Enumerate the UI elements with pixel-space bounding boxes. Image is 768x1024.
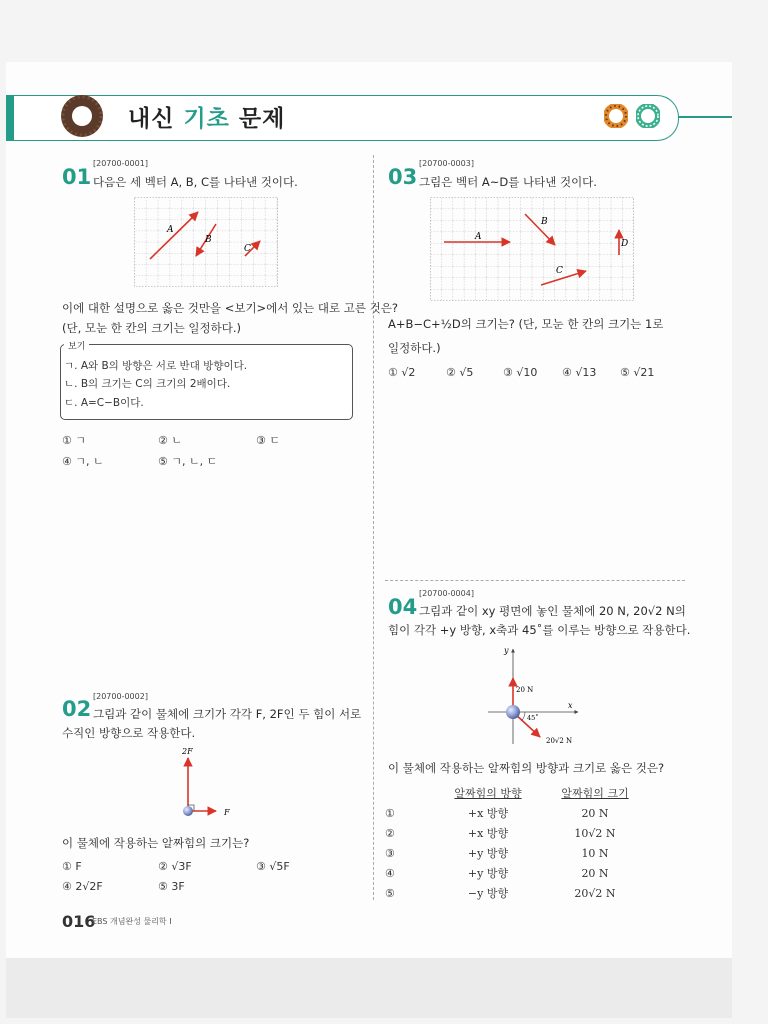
q2-code: [20700-0002] bbox=[93, 692, 148, 701]
q2-object bbox=[183, 806, 193, 816]
q4-label-angle: 45˚ bbox=[527, 714, 539, 722]
q2-choice-5[interactable]: ⑤ 3F bbox=[158, 880, 185, 893]
q4-option-number[interactable]: ② bbox=[385, 826, 395, 840]
q4-option-row[interactable] bbox=[385, 823, 643, 843]
q3-label-b: B bbox=[541, 217, 548, 227]
q1-bogi-item: ㄴ. B의 크기는 C의 크기의 2배이다. bbox=[64, 378, 231, 390]
q1-bogi-tag: 보기 bbox=[64, 339, 89, 352]
q1-question-line1: 이에 대한 설명으로 옳은 것만을 <보기>에서 있는 대로 고른 것은? bbox=[62, 301, 398, 315]
q4-option-number[interactable]: ③ bbox=[385, 846, 395, 860]
q4-option-magnitude: 20 N bbox=[581, 866, 609, 880]
q4-axis-x: x bbox=[568, 701, 573, 710]
q4-option-direction: +y 방향 bbox=[467, 867, 509, 880]
q2-number: 02 bbox=[62, 697, 92, 721]
q1-choice-5[interactable]: ⑤ ㄱ, ㄴ, ㄷ bbox=[158, 455, 218, 468]
q1-code: [20700-0001] bbox=[93, 159, 148, 168]
q4-code: [20700-0004] bbox=[419, 589, 474, 598]
q4-label-20r2n: 20√2 N bbox=[546, 737, 573, 745]
q3-question-line1: A+B−C+½D의 크기는? (단, 모눈 한 칸의 크기는 1로 bbox=[388, 317, 664, 331]
q1-question-line2: (단, 모눈 한 칸의 크기는 일정하다.) bbox=[62, 321, 241, 335]
header-bar bbox=[14, 95, 679, 141]
q3-number: 03 bbox=[388, 165, 418, 189]
donut-orange-icon bbox=[604, 104, 628, 128]
q4-object bbox=[506, 705, 520, 719]
q1-label-b: B bbox=[205, 235, 212, 245]
q4-text-line1: 그림과 같이 xy 평면에 놓인 물체에 20 N, 20√2 N의 bbox=[419, 604, 686, 618]
q4-label-20n: 20 N bbox=[516, 686, 534, 694]
book-title: EBS 개념완성 물리학 Ⅰ bbox=[92, 917, 172, 926]
q1-choice-2[interactable]: ② ㄴ bbox=[158, 434, 182, 447]
q2-choice-1[interactable]: ① F bbox=[62, 860, 82, 873]
q4-option-row[interactable] bbox=[385, 843, 643, 863]
q2-choice-4[interactable]: ④ 2√2F bbox=[62, 880, 103, 893]
q3-label-d: D bbox=[621, 239, 629, 249]
q2-choice-2[interactable]: ② √3F bbox=[158, 860, 192, 873]
q4-option-number[interactable]: ④ bbox=[385, 866, 395, 880]
q2-force-figure bbox=[168, 744, 248, 824]
q4-option-direction: +x 방향 bbox=[467, 827, 509, 840]
q4-option-row[interactable] bbox=[385, 883, 643, 903]
q4-head-direction: 알짜힘의 방향 bbox=[454, 787, 522, 800]
q4-head-magnitude: 알짜힘의 크기 bbox=[561, 787, 629, 800]
q3-code: [20700-0003] bbox=[419, 159, 474, 168]
q4-option-number[interactable]: ⑤ bbox=[385, 886, 395, 900]
q4-text-line2: 힘이 각각 +y 방향, x축과 45˚를 이루는 방향으로 작용한다. bbox=[388, 623, 691, 637]
q4-option-number[interactable]: ① bbox=[385, 806, 395, 820]
q4-option-magnitude: 20 N bbox=[581, 806, 609, 820]
q1-bogi-item: ㄱ. A와 B의 방향은 서로 반대 방향이다. bbox=[64, 360, 248, 372]
q4-number: 04 bbox=[388, 595, 418, 619]
q4-force-figure bbox=[486, 644, 590, 750]
q1-choice-4[interactable]: ④ ㄱ, ㄴ bbox=[62, 455, 104, 468]
q1-choice-3[interactable]: ③ ㄷ bbox=[256, 434, 280, 447]
q4-option-row[interactable] bbox=[385, 863, 643, 883]
q1-text: 다음은 세 벡터 A, B, C를 나타낸 것이다. bbox=[93, 175, 298, 189]
page-number: 016 bbox=[62, 912, 96, 931]
bottom-margin-strip bbox=[6, 958, 732, 1018]
q3-text: 그림은 벡터 A~D를 나타낸 것이다. bbox=[419, 175, 597, 189]
q1-number: 01 bbox=[62, 165, 92, 189]
donut-green-icon bbox=[636, 104, 660, 128]
q4-axis-y: y bbox=[504, 646, 509, 655]
q2-text-line1: 그림과 같이 물체에 크기가 각각 F, 2F인 두 힘이 서로 bbox=[93, 707, 362, 721]
q1-label-a: A bbox=[167, 225, 174, 235]
q2-label-2f: 2F bbox=[182, 747, 193, 756]
q4-option-magnitude: 10√2 N bbox=[574, 826, 616, 840]
q4-option-magnitude: 10 N bbox=[581, 846, 609, 860]
q3-vector-figure bbox=[430, 197, 634, 301]
q4-option-row[interactable] bbox=[385, 803, 643, 823]
q3-choice-4[interactable]: ④ √13 bbox=[562, 366, 597, 379]
q1-label-c: C bbox=[244, 244, 251, 254]
q4-option-magnitude: 20√2 N bbox=[574, 886, 616, 900]
q3-question-line2: 일정하다.) bbox=[388, 341, 441, 355]
q2-label-f: F bbox=[224, 808, 230, 817]
q4-option-direction: +x 방향 bbox=[467, 807, 509, 820]
column-divider bbox=[373, 155, 374, 900]
q1-choice-1[interactable]: ① ㄱ bbox=[62, 434, 86, 447]
q1-vector-figure bbox=[134, 197, 278, 287]
right-column-divider bbox=[385, 580, 685, 581]
q2-question: 이 물체에 작용하는 알짜힘의 크기는? bbox=[62, 836, 250, 850]
q4-option-direction: −y 방향 bbox=[467, 887, 509, 900]
q2-choice-3[interactable]: ③ √5F bbox=[256, 860, 290, 873]
q1-bogi-item: ㄷ. A=C−B이다. bbox=[64, 397, 144, 409]
q3-label-a: A bbox=[475, 232, 482, 242]
q3-choice-1[interactable]: ① √2 bbox=[388, 366, 416, 379]
header-rule bbox=[678, 116, 732, 118]
q3-choice-2[interactable]: ② √5 bbox=[446, 366, 474, 379]
page-title: 내신 기초 문제 bbox=[128, 106, 286, 132]
q3-label-c: C bbox=[556, 266, 563, 276]
q2-text-line2: 수직인 방향으로 작용한다. bbox=[62, 726, 196, 740]
q4-option-direction: +y 방향 bbox=[467, 847, 509, 860]
donut-icon bbox=[58, 92, 106, 140]
q3-choice-3[interactable]: ③ √10 bbox=[503, 366, 538, 379]
q4-answer-table bbox=[385, 783, 643, 903]
q3-choice-5[interactable]: ⑤ √21 bbox=[620, 366, 655, 379]
q4-question: 이 물체에 작용하는 알짜힘의 방향과 크기로 옳은 것은? bbox=[388, 761, 665, 775]
